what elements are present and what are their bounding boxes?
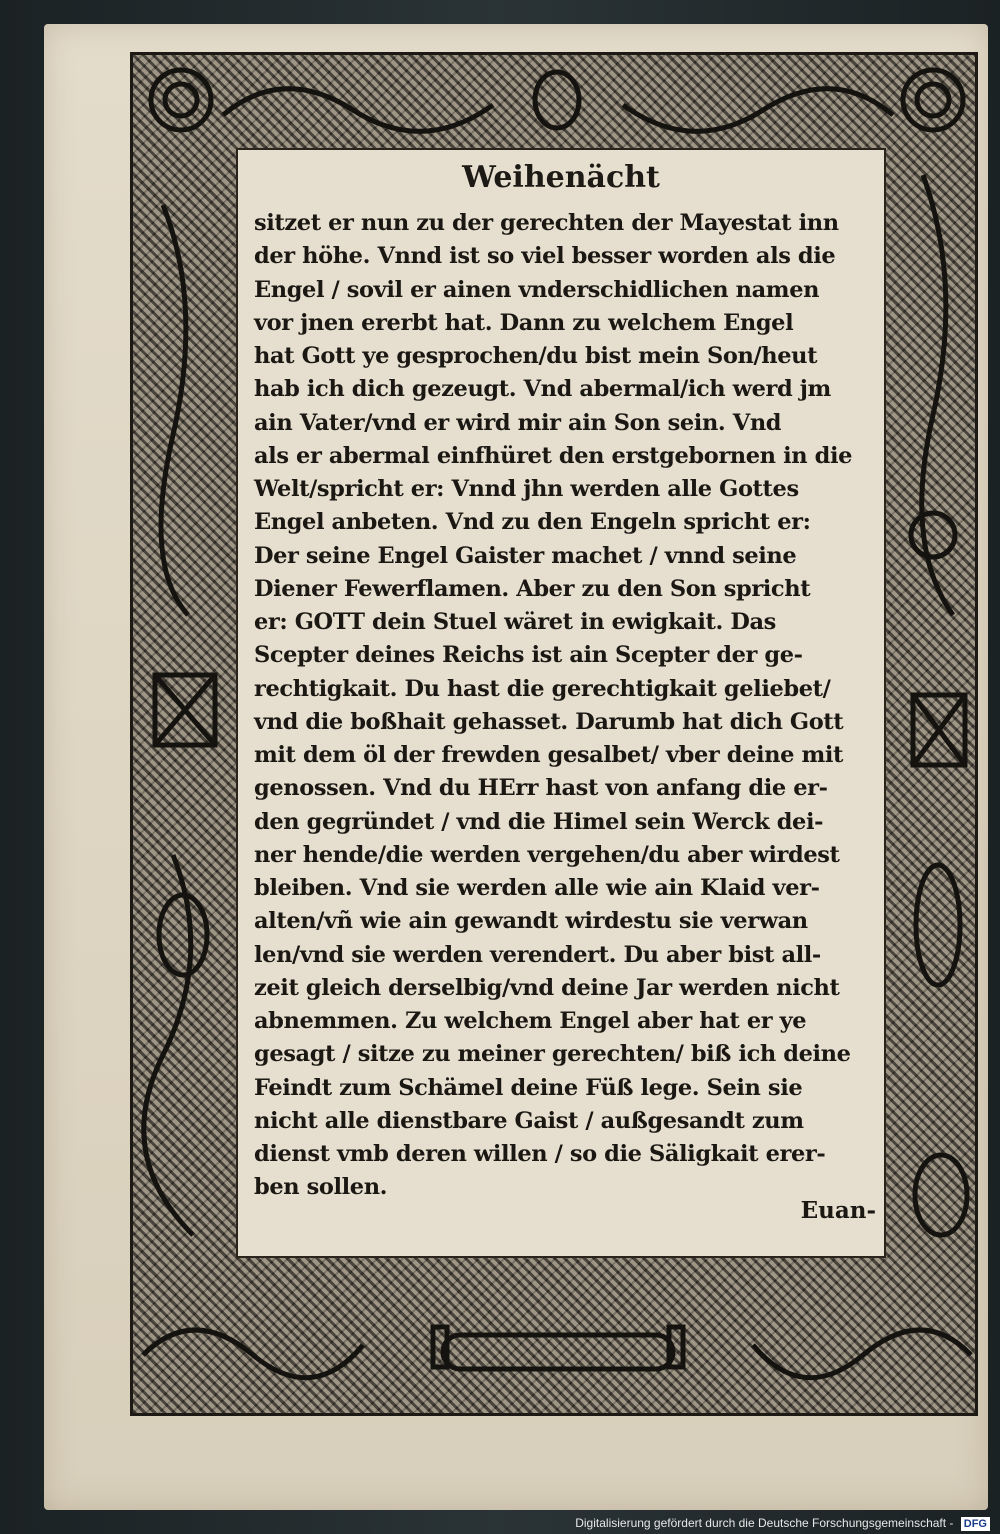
text-line: rechtigkait. Du hast die gerechtigkait geliebet/ [254, 675, 831, 702]
text-line: mit dem öl der frewden gesalbet/ vber deine mit [254, 742, 844, 768]
text-line: ben sollen. [254, 1174, 388, 1201]
text-line: vor jnen ererbt hat. Dann zu welchem Engel [254, 309, 794, 336]
text-line: Engel anbeten. Vnd zu den Engeln spricht er: [254, 509, 811, 536]
catchword: Euan- [800, 1197, 876, 1224]
text-line: hat Gott ye gesprochen/du bist mein Son/heut [254, 343, 818, 369]
text-line: gesagt / sitze zu meiner gerechten/ biß ich deine [254, 1041, 851, 1068]
text-line: Feindt zum Schämel deine Füß lege. Sein sie [254, 1074, 803, 1101]
text-line: den gegründet / vnd die Himel sein Werck dei- [254, 808, 824, 835]
text-line: Der seine Engel Gaister machet / vnnd seine [254, 542, 797, 569]
text-line: dienst vmb deren willen / so die Säligkait erer- [254, 1141, 826, 1167]
text-line: Scepter deines Reichs ist ain Scepter der ge- [254, 642, 803, 669]
running-head: Weihenächt [462, 160, 660, 195]
text-line: als er abermal einfhüret den erstgebornen in die [254, 442, 853, 469]
text-line: er: GOTT dein Stuel wäret in ewigkait. Das [254, 609, 776, 635]
text-line: der höhe. Vnnd ist so viel besser worden als die [254, 243, 836, 270]
text-line: ain Vater/vnd er wird mir ain Son sein. Vnd [254, 409, 782, 436]
text-line: len/vnd sie werden verendert. Du aber bist all- [254, 941, 821, 968]
text-line: abnemmen. Zu welchem Engel aber hat er ye [254, 1008, 807, 1034]
text-line: zeit gleich derselbig/vnd deine Jar werden nicht [254, 974, 840, 1001]
text-line: hab ich dich gezeugt. Vnd abermal/ich werd jm [254, 376, 831, 403]
text-line: genossen. Vnd du HErr hast von anfang die er- [254, 775, 828, 802]
dfg-logo-badge: DFG [961, 1517, 990, 1531]
text-line: ner hende/die werden vergehen/du aber wirdest [254, 841, 840, 868]
text-line: Diener Fewerflamen. Aber zu den Son spricht [254, 575, 811, 602]
body-text [254, 207, 874, 1205]
credit-text: Digitalisierung gefördert durch die Deutsche Forschungsgemeinschaft - [575, 1516, 954, 1530]
text-line: sitzet er nun zu der gerechten der Mayestat inn [254, 210, 839, 236]
text-line: Welt/spricht er: Vnnd jhn werden alle Gottes [254, 476, 799, 502]
digitization-credit-bar [0, 1512, 1000, 1534]
text-line: vnd die boßhait gehasset. Darumb hat dich Gott [254, 708, 844, 735]
text-line: bleiben. Vnd sie werden alle wie ain Klaid ver- [254, 875, 820, 901]
text-line: Engel / sovil er ainen vnderschidlichen namen [254, 276, 820, 303]
text-line: nicht alle dienstbare Gaist / außgesandt zum [254, 1107, 804, 1134]
text-line: alten/vñ wie ain gewandt wirdestu sie verwan [254, 908, 808, 935]
